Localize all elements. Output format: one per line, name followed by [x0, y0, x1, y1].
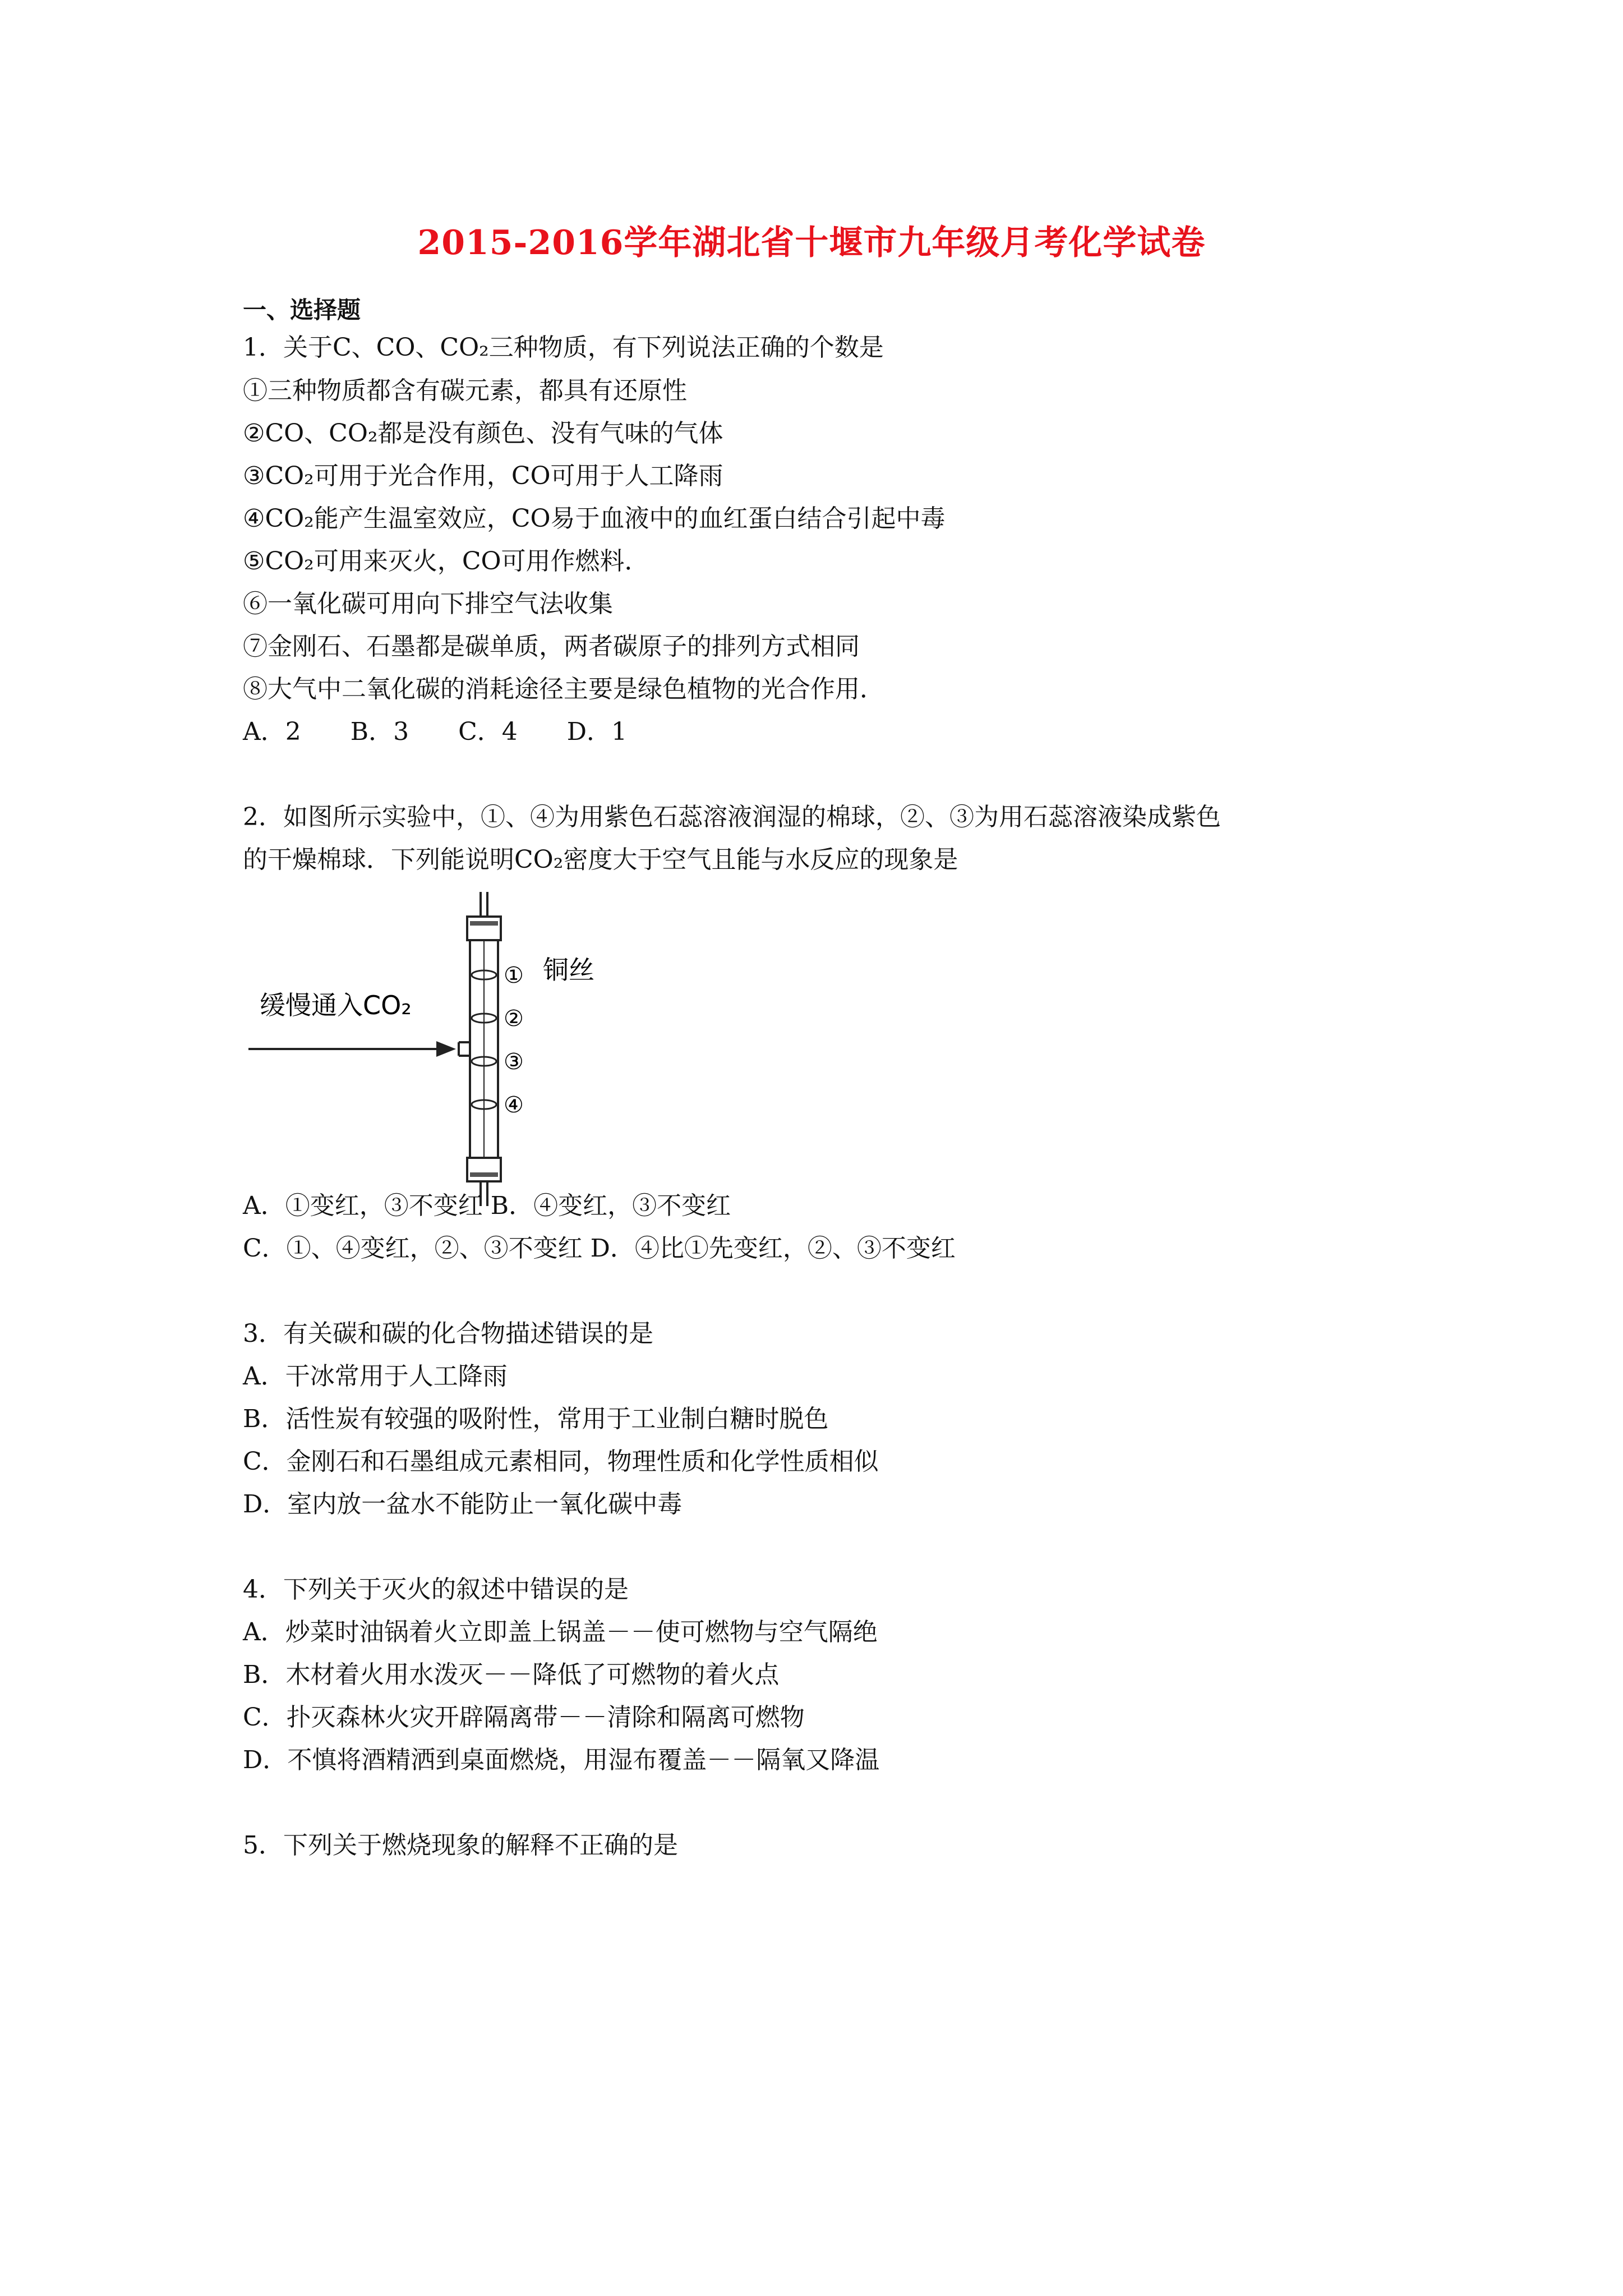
- inlet-label: 缓慢通入CO₂: [260, 990, 412, 1020]
- q2-options: A．①变红，③不变红 B．④变红，③不变红: [243, 1191, 731, 1220]
- q1-statement: ④CO₂能产生温室效应，CO易于血液中的血红蛋白结合引起中毒: [243, 504, 946, 533]
- q1-stem: 1．关于C、CO、CO₂三种物质，有下列说法正确的个数是: [243, 333, 884, 362]
- section-heading: 一、选择题: [243, 296, 361, 324]
- q1-statement: ⑤CO₂可用来灭火，CO可用作燃料．: [243, 547, 649, 576]
- q1-statement: ①三种物质都含有碳元素，都具有还原性: [243, 376, 687, 405]
- ball-label-4: ④: [504, 1092, 524, 1118]
- q4-stem: 4．下列关于灭火的叙述中错误的是: [243, 1575, 629, 1604]
- q3-option: A．干冰常用于人工降雨: [243, 1362, 508, 1391]
- q1-statement: ③CO₂可用于光合作用，CO可用于人工降雨: [243, 462, 723, 490]
- q3-option: B．活性炭有较强的吸附性，常用于工业制白糖时脱色: [243, 1405, 829, 1433]
- exam-title: 2015-2016学年湖北省十堰市九年级月考化学试卷: [417, 223, 1206, 263]
- q2-stem: 2．如图所示实验中，①、④为用紫色石蕊溶液润湿的棉球，②、③为用石蕊溶液染成紫色: [243, 803, 1221, 831]
- q5-stem: 5．下列关于燃烧现象的解释不正确的是: [243, 1831, 678, 1860]
- q4-option: D．不慎将酒精洒到桌面燃烧，用湿布覆盖－－隔氧又降温: [243, 1746, 880, 1774]
- q1-options: A．2 B．3 C．4 D．1: [243, 717, 628, 746]
- ball-label-3: ③: [504, 1049, 524, 1075]
- q1-statement: ②CO、CO₂都是没有颜色、没有气味的气体: [243, 419, 723, 448]
- q3-option: D．室内放一盆水不能防止一氧化碳中毒: [243, 1490, 683, 1519]
- ball-label-1: ①: [504, 963, 524, 988]
- q1-statement: ⑥一氧化碳可用向下排空气法收集: [243, 590, 613, 618]
- q3-stem: 3．有关碳和碳的化合物描述错误的是: [243, 1319, 653, 1348]
- q2-stem: 的干燥棉球．下列能说明CO₂密度大于空气且能与水反应的现象是: [243, 845, 958, 874]
- q2-options: C．①、④变红，②、③不变红 D．④比①先变红，②、③不变红: [243, 1234, 956, 1263]
- q4-option: B．木材着火用水泼灭－－降低了可燃物的着火点: [243, 1660, 780, 1689]
- q1-statement: ⑦金刚石、石墨都是碳单质，两者碳原子的排列方式相同: [243, 632, 860, 661]
- q4-option: A．炒菜时油锅着火立即盖上锅盖－－使可燃物与空气隔绝: [243, 1618, 878, 1646]
- wire-label: 铜丝: [543, 955, 594, 985]
- co2-apparatus-figure: [243, 892, 691, 1206]
- q3-option: C．金刚石和石墨组成元素相同，物理性质和化学性质相似: [243, 1447, 879, 1476]
- q4-option: C．扑灭森林火灾开辟隔离带－－清除和隔离可燃物: [243, 1703, 805, 1732]
- q1-statement: ⑧大气中二氧化碳的消耗途径主要是绿色植物的光合作用．: [243, 675, 884, 703]
- ball-label-2: ②: [504, 1006, 524, 1032]
